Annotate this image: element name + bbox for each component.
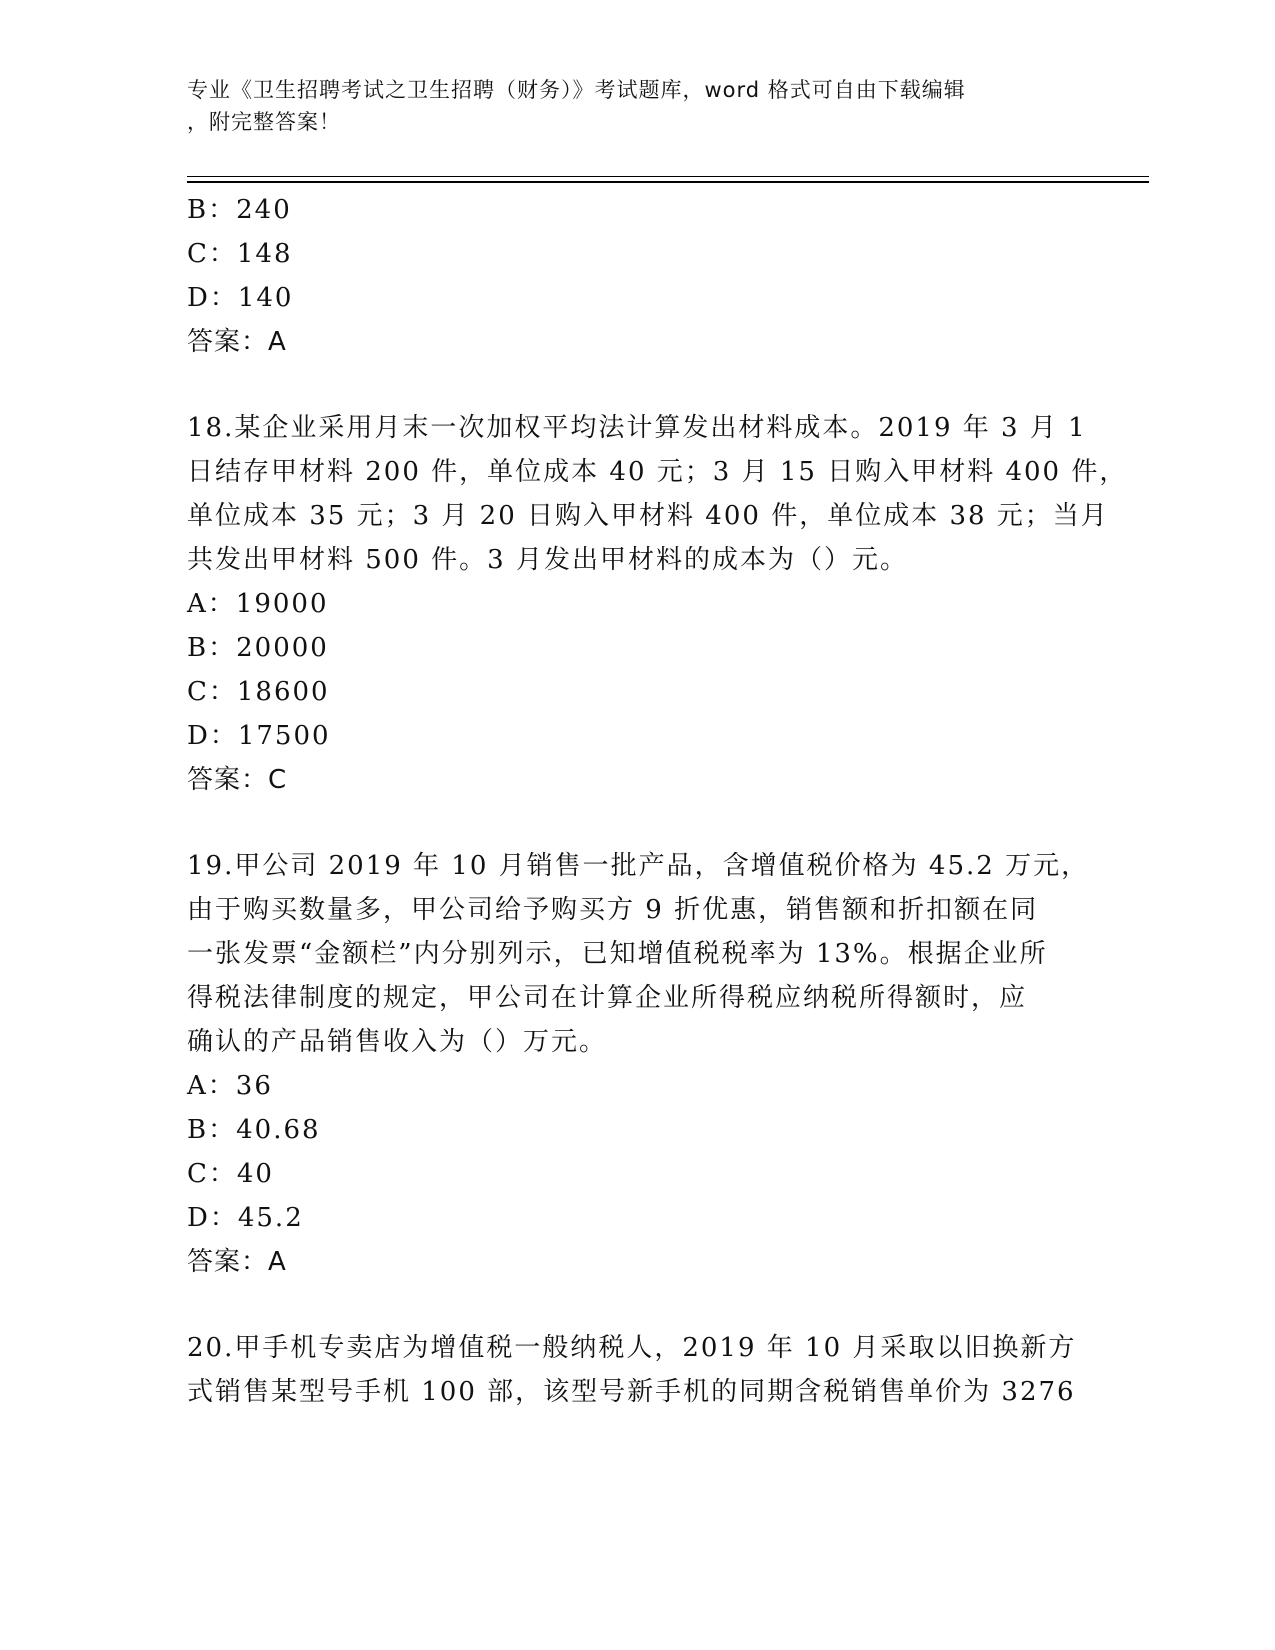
q17-option-b: B：240 (187, 195, 292, 225)
q19-answer: 答案：A (187, 1247, 287, 1277)
q18-option-c: C：18600 (187, 677, 330, 707)
q18-text-line-1: 18.某企业采用月末一次加权平均法计算发出材料成本。2019 年 3 月 1 (187, 413, 1087, 443)
q18-option-d: D：17500 (187, 721, 331, 751)
q19-option-d: D：45.2 (187, 1203, 304, 1233)
q18-option-b: B：20000 (187, 633, 329, 663)
q18-answer: 答案：C (187, 765, 288, 795)
q19-option-b: B：40.68 (187, 1115, 321, 1145)
q20-text-line-1: 20.甲手机专卖店为增值税一般纳税人，2019 年 10 月采取以旧换新方 (187, 1333, 1077, 1363)
q18-text-line-2: 日结存甲材料 200 件，单位成本 40 元；3 月 15 日购入甲材料 400 件， (187, 457, 1128, 487)
q18-option-a: A：19000 (187, 589, 329, 619)
header-line-1: 专业《卫生招聘考试之卫生招聘（财务）》考试题库，word 格式可自由下载编辑 (187, 78, 966, 102)
header-divider-thin (187, 176, 1149, 177)
q19-text-line-1: 19.甲公司 2019 年 10 月销售一批产品，含增值税价格为 45.2 万元， (187, 851, 1090, 881)
q19-text-line-3: 一张发票“金额栏”内分别列示，已知增值税税率为 13%。根据企业所 (187, 939, 1048, 969)
q19-text-line-4: 得税法律制度的规定，甲公司在计算企业所得税应纳税所得额时，应 (187, 983, 1028, 1013)
q19-option-a: A：36 (187, 1071, 273, 1101)
document-header (187, 74, 1067, 138)
header-divider-thick (187, 181, 1149, 183)
q19-option-c: C：40 (187, 1159, 274, 1189)
q19-text-line-5: 确认的产品销售收入为（）万元。 (187, 1027, 608, 1057)
q17-option-d: D：140 (187, 283, 294, 313)
q18-text-line-3: 单位成本 35 元；3 月 20 日购入甲材料 400 件，单位成本 38 元；当月 (187, 501, 1109, 531)
q17-option-c: C：148 (187, 239, 293, 269)
q18-text-line-4: 共发出甲材料 500 件。3 月发出甲材料的成本为（）元。 (187, 545, 908, 575)
q20-text-line-2: 式销售某型号手机 100 部，该型号新手机的同期含税销售单价为 3276 (187, 1377, 1076, 1407)
q17-answer: 答案：A (187, 327, 287, 357)
q19-text-line-2: 由于购买数量多，甲公司给予购买方 9 折优惠，销售额和折扣额在同 (187, 895, 1039, 925)
header-line-2: ，附完整答案！ (187, 110, 341, 134)
